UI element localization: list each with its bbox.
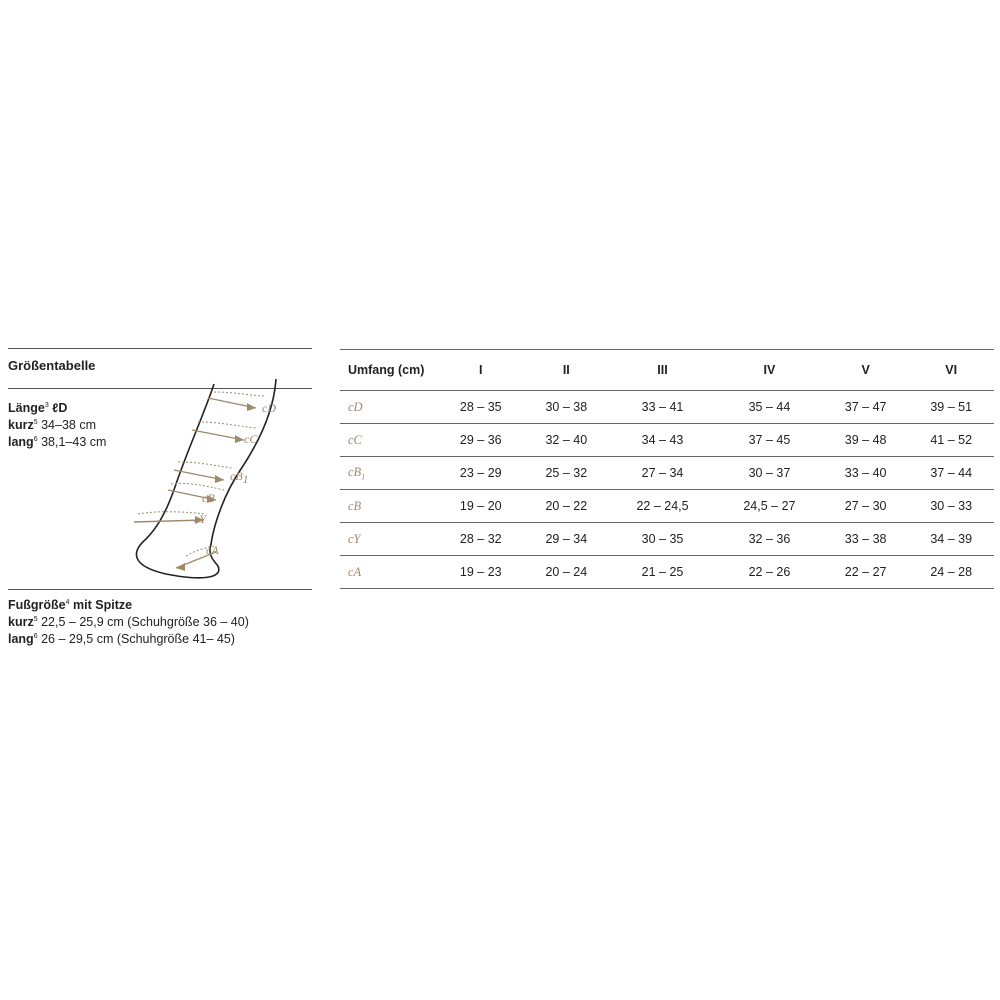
- table-cell: 35 – 44: [716, 391, 823, 424]
- table-cell: 30 – 38: [524, 391, 610, 424]
- table-cell: 37 – 45: [716, 424, 823, 457]
- table-body: [340, 391, 994, 589]
- leg-diagram: [116, 374, 296, 580]
- table-cell: 34 – 39: [908, 523, 994, 556]
- long-label: lang: [8, 435, 34, 449]
- label-cY: cY: [194, 512, 206, 526]
- row-label: [340, 457, 438, 490]
- table-cell: 32 – 40: [524, 424, 610, 457]
- foot-suffix: mit Spitze: [73, 598, 133, 612]
- table-cell: 29 – 34: [524, 523, 610, 556]
- table-row: [340, 457, 994, 490]
- foot-sup: 4: [65, 598, 70, 606]
- table-cell: 33 – 40: [823, 457, 909, 490]
- row-label-main: cY: [348, 531, 361, 546]
- long-sup: 6: [33, 435, 38, 443]
- panel-title: Größentabelle: [8, 358, 96, 373]
- header-cell: III: [609, 350, 716, 391]
- header-cell: Umfang (cm): [340, 350, 438, 391]
- table-cell: 29 – 36: [438, 424, 524, 457]
- row-label: [340, 556, 438, 589]
- row-label-main: cD: [348, 399, 363, 414]
- table-cell: 32 – 36: [716, 523, 823, 556]
- label-cB1-main: cB: [230, 469, 243, 483]
- table-cell: 19 – 20: [438, 490, 524, 523]
- table-cell: 28 – 32: [438, 523, 524, 556]
- table-row: [340, 556, 994, 589]
- label-cB: cB: [202, 491, 215, 505]
- length-info: [8, 400, 106, 451]
- table-cell: 19 – 23: [438, 556, 524, 589]
- table-cell: 33 – 38: [823, 523, 909, 556]
- row-label-sub: 1: [361, 472, 366, 482]
- table-cell: 20 – 24: [524, 556, 610, 589]
- length-short: [8, 417, 106, 434]
- row-label-main: cC: [348, 432, 362, 447]
- measure-labels: [194, 401, 276, 557]
- foot-short: [8, 614, 249, 631]
- table-cell: 27 – 34: [609, 457, 716, 490]
- foot-long-label: lang: [8, 632, 34, 646]
- label-cD: cD: [262, 401, 276, 415]
- table-cell: 30 – 37: [716, 457, 823, 490]
- table-cell: 39 – 48: [823, 424, 909, 457]
- table-cell: 28 – 35: [438, 391, 524, 424]
- table-cell: 34 – 43: [609, 424, 716, 457]
- table-cell: 27 – 30: [823, 490, 909, 523]
- row-label: [340, 424, 438, 457]
- row-label-main: cA: [348, 564, 362, 579]
- table-cell: 24,5 – 27: [716, 490, 823, 523]
- row-label: [340, 391, 438, 424]
- row-label: [340, 523, 438, 556]
- table-cell: 22 – 27: [823, 556, 909, 589]
- foot-info: [8, 597, 249, 648]
- size-table: [340, 349, 994, 589]
- foot-long-value: 26 – 29,5 cm (Schuhgröße 41– 45): [41, 632, 235, 646]
- length-long: [8, 434, 106, 451]
- table-cell: 22 – 26: [716, 556, 823, 589]
- row-label: [340, 490, 438, 523]
- table-cell: 23 – 29: [438, 457, 524, 490]
- foot-short-value: 22,5 – 25,9 cm (Schuhgröße 36 – 40): [41, 615, 249, 629]
- header-cell: VI: [908, 350, 994, 391]
- table-row: [340, 424, 994, 457]
- length-symbol: ℓD: [52, 401, 68, 415]
- length-sup: 3: [44, 401, 49, 409]
- table-cell: 20 – 22: [524, 490, 610, 523]
- table-header-row: [340, 350, 994, 391]
- foot-short-sup: 5: [33, 615, 38, 623]
- table-cell: 25 – 32: [524, 457, 610, 490]
- measure-lines: [134, 398, 256, 568]
- table-cell: 24 – 28: [908, 556, 994, 589]
- header-cell: I: [438, 350, 524, 391]
- header-cell: II: [524, 350, 610, 391]
- foot-heading: [8, 597, 249, 614]
- foot-long: [8, 631, 249, 648]
- foot-rule: [8, 589, 312, 590]
- header-cell: IV: [716, 350, 823, 391]
- table-row: [340, 391, 994, 424]
- short-value: 34–38 cm: [41, 418, 96, 432]
- table-cell: 21 – 25: [609, 556, 716, 589]
- table-cell: 41 – 52: [908, 424, 994, 457]
- label-cC: cC: [244, 432, 258, 446]
- size-info-panel: [8, 348, 312, 646]
- table-cell: 30 – 33: [908, 490, 994, 523]
- foot-long-sup: 6: [33, 632, 38, 640]
- length-heading: [8, 400, 106, 417]
- short-sup: 5: [33, 418, 38, 426]
- short-label: kurz: [8, 418, 34, 432]
- table-row: [340, 523, 994, 556]
- table-cell: 39 – 51: [908, 391, 994, 424]
- row-label-main: cB: [348, 464, 362, 479]
- foot-short-label: kurz: [8, 615, 34, 629]
- table-row: [340, 490, 994, 523]
- table-cell: 33 – 41: [609, 391, 716, 424]
- label-cB1-sub: 1: [242, 472, 249, 486]
- table-cell: 37 – 44: [908, 457, 994, 490]
- table-cell: 30 – 35: [609, 523, 716, 556]
- table-cell: 22 – 24,5: [609, 490, 716, 523]
- length-label: Länge: [8, 401, 45, 415]
- label-cA: cA: [206, 543, 219, 557]
- long-value: 38,1–43 cm: [41, 435, 107, 449]
- table-cell: 37 – 47: [823, 391, 909, 424]
- row-label-main: cB: [348, 498, 362, 513]
- header-cell: V: [823, 350, 909, 391]
- foot-label: Fußgröße: [8, 598, 66, 612]
